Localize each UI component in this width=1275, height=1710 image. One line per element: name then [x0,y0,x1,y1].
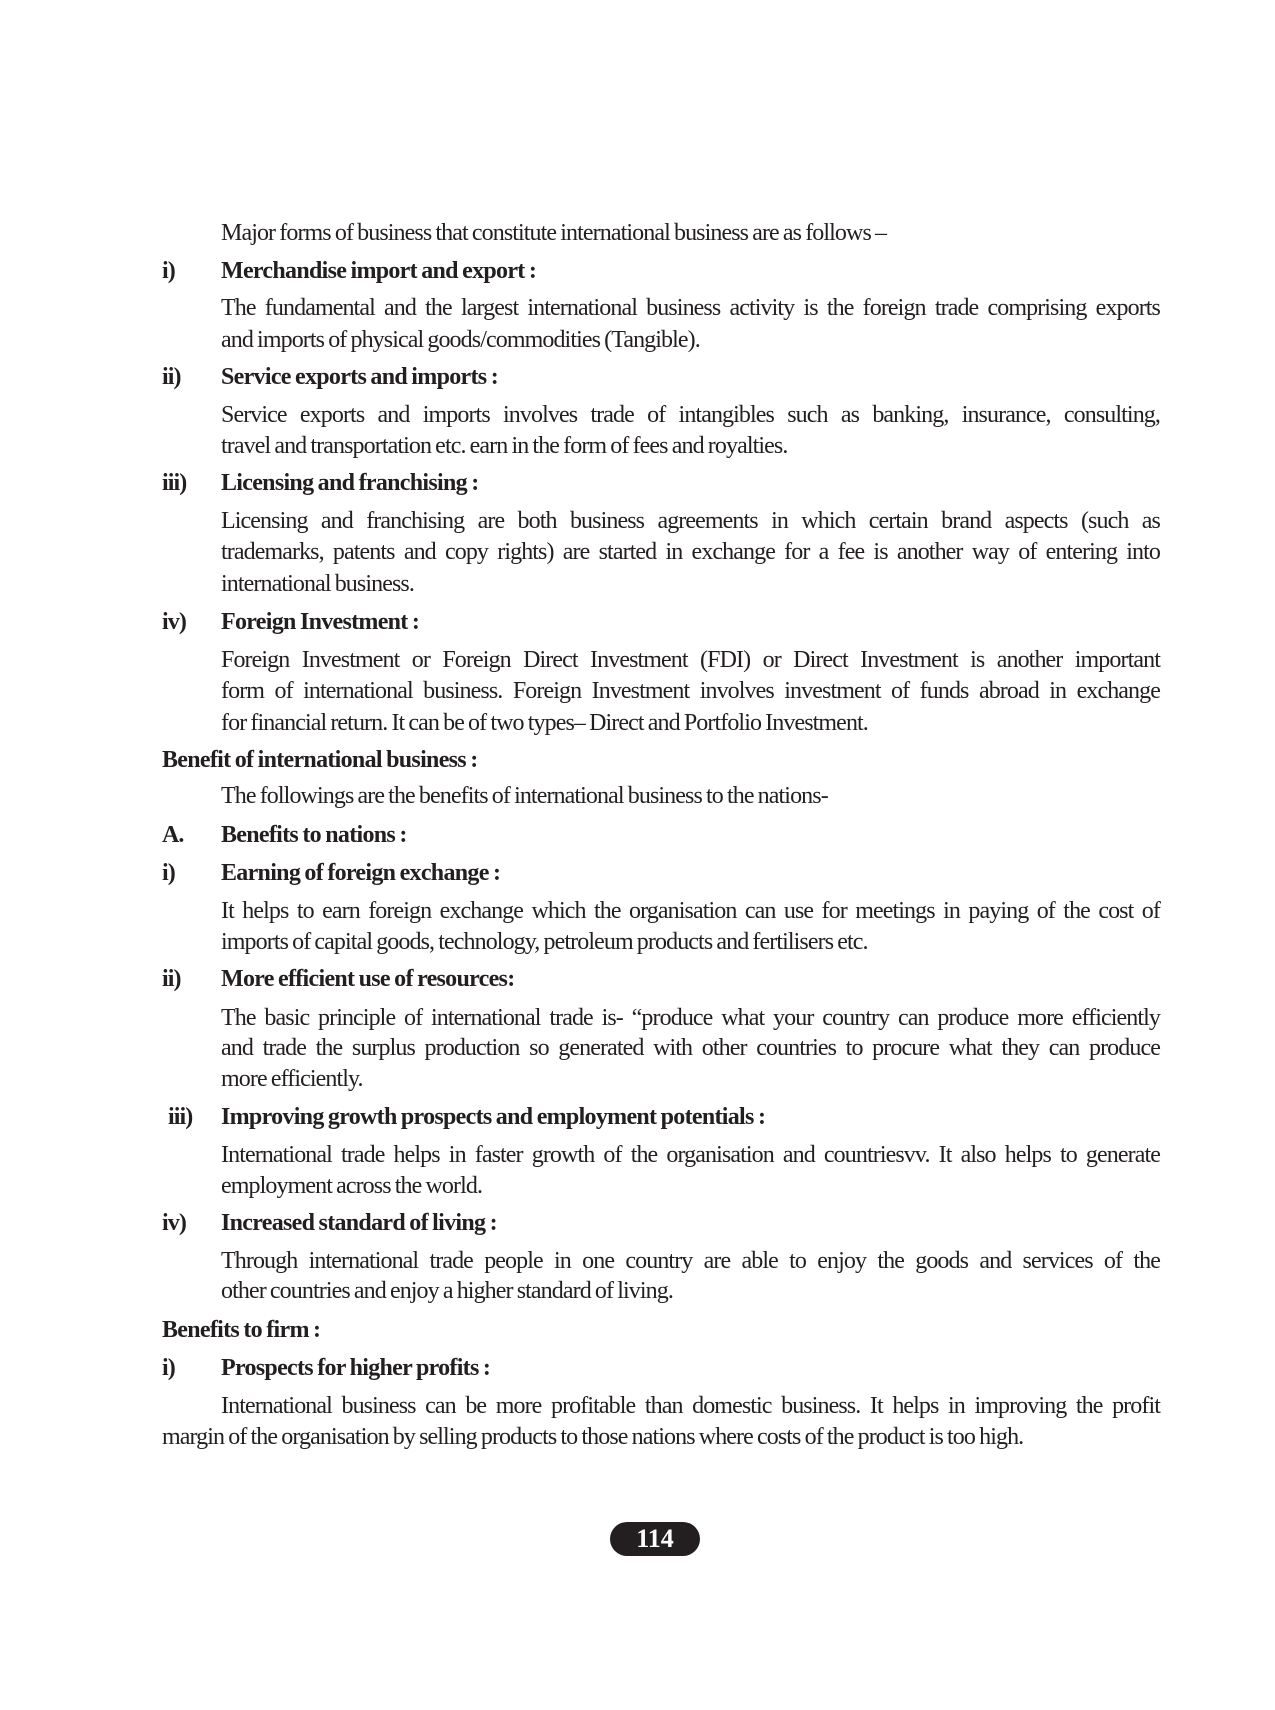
benefit-intro: The followings are the benefits of international business to the nations- [221,783,828,809]
paragraph-line: imports of capital goods, technology, petroleum products and fertilisers etc. [221,929,868,955]
paragraph-line: International business can be more profitable than domestic business. It helps in improving the profit [221,1393,1160,1419]
paragraph-line: travel and transportation etc. earn in the form of fees and royalties. [221,433,788,459]
paragraph-line: International trade helps in faster growth of the organisation and countriesvv. It also helps to generate [221,1142,1160,1168]
item-heading: Increased standard of living : [221,1210,497,1236]
paragraph-line: Service exports and imports involves trade of intangibles such as banking, insurance, consulting, [221,402,1160,428]
item-number: iv) [162,1210,186,1236]
paragraph-line: form of international business. Foreign Investment involves investment of funds abroad in exchange [221,678,1160,704]
item-heading: More efficient use of resources: [221,966,515,992]
intro-text: Major forms of business that constitute international business are as follows – [221,220,887,246]
paragraph-line: The basic principle of international trade is- “produce what your country can produce more efficiently [221,1005,1160,1031]
page-number-badge: 114 [610,1522,700,1556]
subsection-heading: Benefits to nations : [221,822,407,848]
form-number: i) [162,258,175,284]
item-number: i) [162,860,175,886]
section-heading: Benefits to firm : [162,1317,321,1343]
paragraph-line: Licensing and franchising are both business agreements in which certain brand aspects (such as [221,508,1160,534]
item-number: i) [162,1355,175,1381]
paragraph-line: The fundamental and the largest international business activity is the foreign trade comprising exports [221,295,1160,321]
item-heading: Improving growth prospects and employment potentials : [221,1104,766,1130]
paragraph-line: and imports of physical goods/commodities (Tangible). [221,327,700,353]
paragraph-line: trademarks, patents and copy rights) are started in exchange for a fee is another way of entering into [221,539,1160,565]
paragraph-line: It helps to earn foreign exchange which the organisation can use for meetings in paying of the cost of [221,898,1160,924]
item-heading: Prospects for higher profits : [221,1355,491,1381]
form-heading: Foreign Investment : [221,609,420,635]
form-number: iv) [162,609,186,635]
paragraph-line: and trade the surplus production so generated with other countries to procure what they can produce [221,1035,1160,1061]
form-heading: Service exports and imports : [221,364,498,390]
paragraph-line: other countries and enjoy a higher standard of living. [221,1278,673,1304]
item-number: ii) [162,966,181,992]
item-heading: Earning of foreign exchange : [221,860,501,886]
paragraph-line: international business. [221,571,414,597]
form-number: iii) [162,470,187,496]
paragraph-line: for financial return. It can be of two types– Direct and Portfolio Investment. [221,710,868,736]
paragraph-line: margin of the organisation by selling products to those nations where costs of the product is too high. [162,1424,1024,1450]
paragraph-line: employment across the world. [221,1173,483,1199]
form-heading: Merchandise import and export : [221,258,537,284]
paragraph-line: more efficiently. [221,1066,363,1092]
paragraph-line: Foreign Investment or Foreign Direct Investment (FDI) or Direct Investment is another important [221,647,1160,673]
subsection-letter: A. [162,822,184,848]
form-heading: Licensing and franchising : [221,470,479,496]
section-heading: Benefit of international business : [162,747,478,773]
form-number: ii) [162,364,181,390]
paragraph-line: Through international trade people in one country are able to enjoy the goods and services of the [221,1248,1160,1274]
item-number: iii) [168,1104,193,1130]
